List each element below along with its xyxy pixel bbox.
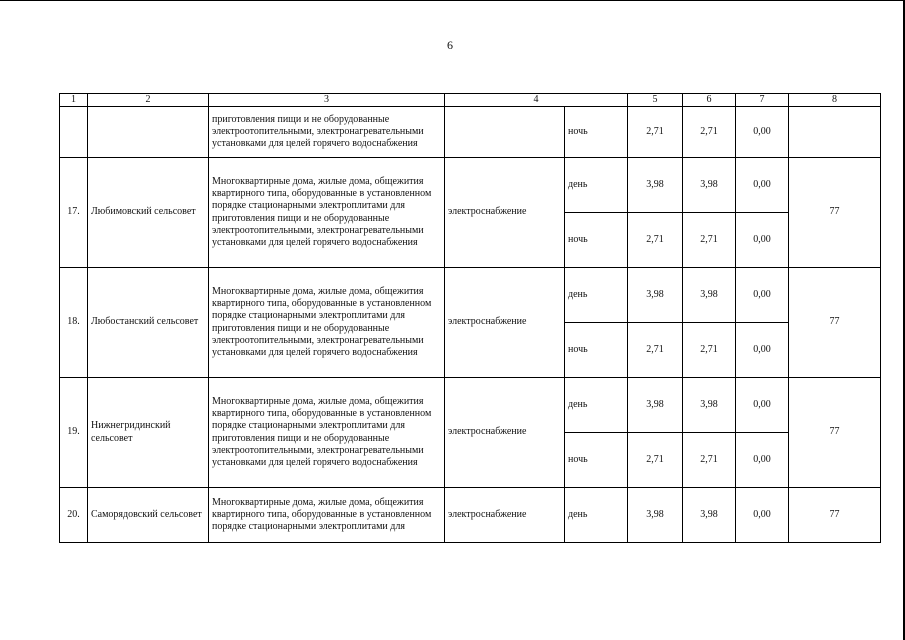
- header-cell: 1: [60, 94, 88, 107]
- tariff-value-7: 0,00: [736, 378, 789, 433]
- row-number-cell: [60, 107, 88, 158]
- header-row: [60, 94, 881, 107]
- period-cell: день: [565, 158, 628, 213]
- tariff-value-5: 3,98: [628, 378, 683, 433]
- tariff-value-5: 3,98: [628, 268, 683, 323]
- settlement-cell: [88, 107, 209, 158]
- tariff-value-6: 3,98: [683, 378, 736, 433]
- header-cell: 7: [736, 94, 789, 107]
- category-cell: Многоквартирные дома, жилые дома, общежития квартирного типа, оборудованные в установленном порядке стационарными электроплитами для приготовления пищи и не оборудованные электроотопительными, электронагревательными установками для целей горячего водоснабжения: [209, 268, 445, 378]
- header-cell: 8: [789, 94, 881, 107]
- tariff-value-7: 0,00: [736, 213, 789, 268]
- settlement-cell: Любостанский сельсовет: [88, 268, 209, 378]
- table-row: [60, 268, 881, 323]
- header-cell: 2: [88, 94, 209, 107]
- tariff-value-7: 0,00: [736, 433, 789, 488]
- category-cell: Многоквартирные дома, жилые дома, общежития квартирного типа, оборудованные в установленном порядке стационарными электроплитами для: [209, 488, 445, 543]
- header-cell: 5: [628, 94, 683, 107]
- settlement-cell: Любимовский сельсовет: [88, 158, 209, 268]
- header-cell: 4: [445, 94, 628, 107]
- tariff-value-5: 2,71: [628, 323, 683, 378]
- period-cell: ночь: [565, 213, 628, 268]
- service-cell: электроснабжение: [445, 378, 565, 488]
- period-cell: день: [565, 268, 628, 323]
- period-cell: день: [565, 488, 628, 543]
- table-row-continuation: [60, 107, 881, 158]
- tariff-table: [59, 93, 881, 543]
- tariff-value-7: 0,00: [736, 107, 789, 158]
- tariff-value-6: 3,98: [683, 158, 736, 213]
- row-number-cell: 19.: [60, 378, 88, 488]
- period-cell: ночь: [565, 107, 628, 158]
- page-number: 6: [447, 38, 453, 52]
- header-cell: 3: [209, 94, 445, 107]
- service-cell: электроснабжение: [445, 488, 565, 543]
- table-row: [60, 488, 881, 543]
- tariff-value-5: 2,71: [628, 213, 683, 268]
- row-number-cell: 20.: [60, 488, 88, 543]
- period-cell: ночь: [565, 323, 628, 378]
- table-row: [60, 158, 881, 213]
- tariff-value-7: 0,00: [736, 488, 789, 543]
- period-cell: ночь: [565, 433, 628, 488]
- value-8-cell: 77: [789, 268, 881, 378]
- tariff-value-6: 2,71: [683, 107, 736, 158]
- tariff-value-6: 3,98: [683, 488, 736, 543]
- settlement-cell: Саморядовский сельсовет: [88, 488, 209, 543]
- tariff-value-5: 3,98: [628, 488, 683, 543]
- tariff-value-5: 2,71: [628, 107, 683, 158]
- category-cell: приготовления пищи и не оборудованные электроотопительными, электронагревательными установками для целей горячего водоснабжения: [209, 107, 445, 158]
- tariff-value-6: 3,98: [683, 268, 736, 323]
- row-number-cell: 18.: [60, 268, 88, 378]
- service-cell: электроснабжение: [445, 158, 565, 268]
- category-cell: Многоквартирные дома, жилые дома, общежития квартирного типа, оборудованные в установленном порядке стационарными электроплитами для приготовления пищи и не оборудованные электроотопительными, электронагревательными установками для целей горячего водоснабжения: [209, 378, 445, 488]
- value-8-cell: 77: [789, 158, 881, 268]
- scan-edge-top: [0, 0, 905, 1]
- period-cell: день: [565, 378, 628, 433]
- tariff-value-6: 2,71: [683, 323, 736, 378]
- service-cell: [445, 107, 565, 158]
- tariff-value-7: 0,00: [736, 158, 789, 213]
- tariff-value-5: 2,71: [628, 433, 683, 488]
- service-cell: электроснабжение: [445, 268, 565, 378]
- table-row: [60, 378, 881, 433]
- value-8-cell: 77: [789, 378, 881, 488]
- category-cell: Многоквартирные дома, жилые дома, общежития квартирного типа, оборудованные в установленном порядке стационарными электроплитами для приготовления пищи и не оборудованные электроотопительными, электронагревательными установками для целей горячего водоснабжения: [209, 158, 445, 268]
- value-8-cell: [789, 107, 881, 158]
- row-number-cell: 17.: [60, 158, 88, 268]
- tariff-value-6: 2,71: [683, 433, 736, 488]
- tariff-value-7: 0,00: [736, 268, 789, 323]
- tariff-value-5: 3,98: [628, 158, 683, 213]
- header-cell: 6: [683, 94, 736, 107]
- tariff-value-7: 0,00: [736, 323, 789, 378]
- value-8-cell: 77: [789, 488, 881, 543]
- tariff-value-6: 2,71: [683, 213, 736, 268]
- settlement-cell: Нижнегридинский сельсовет: [88, 378, 209, 488]
